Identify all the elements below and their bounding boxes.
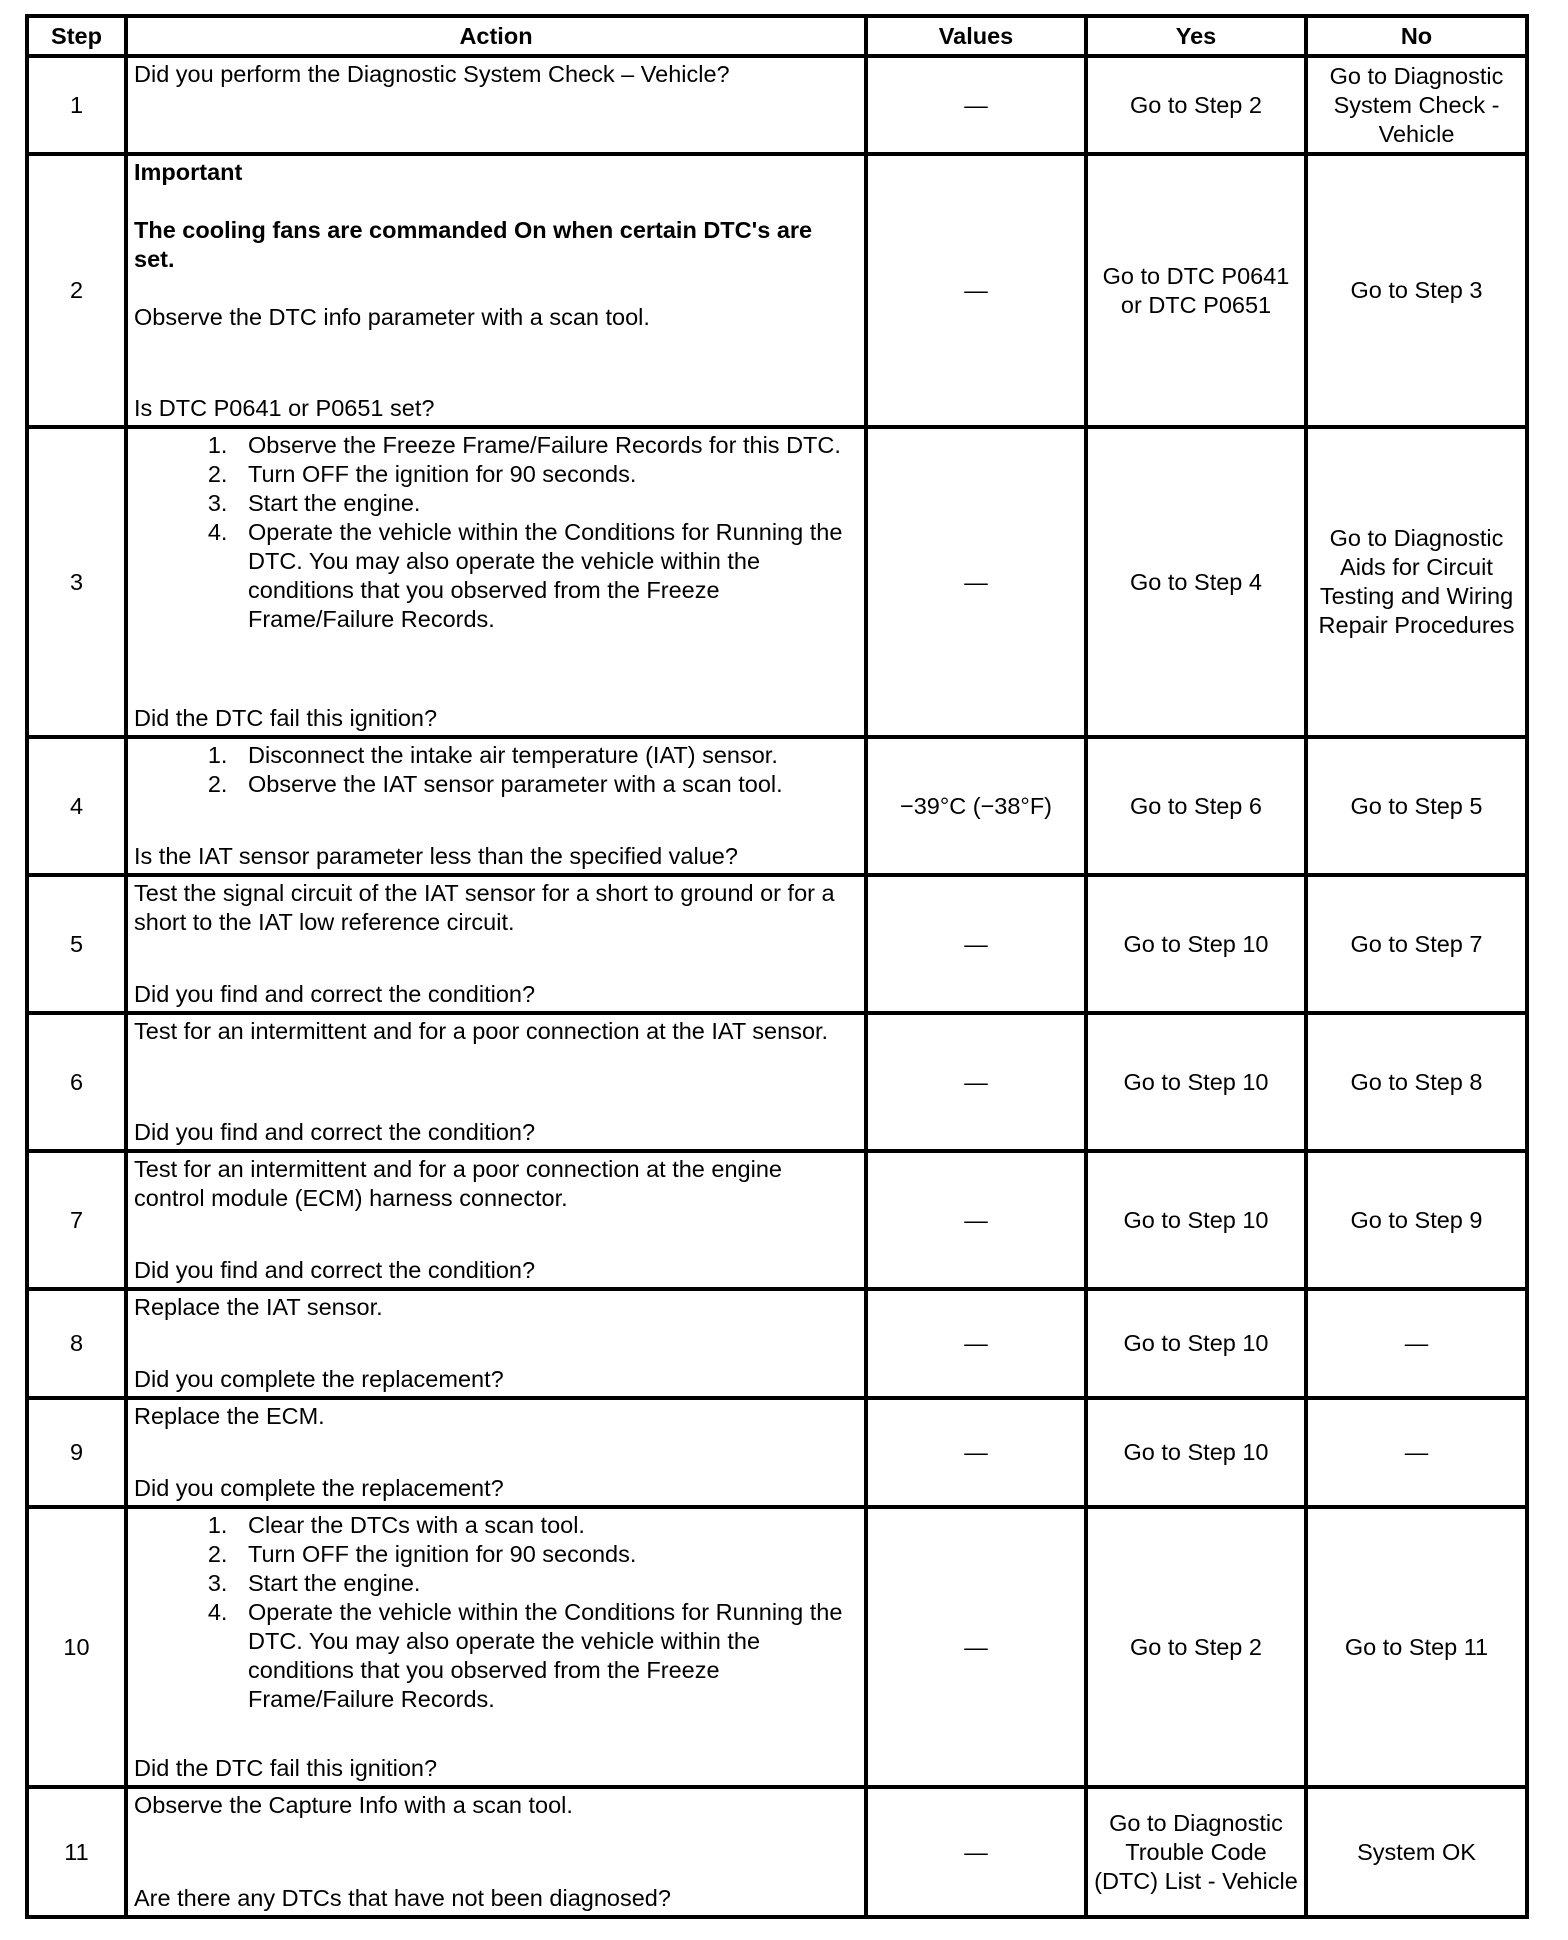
- table-row: [27, 1507, 1527, 1787]
- table-row: [27, 1151, 1527, 1289]
- action-text: Observe the Capture Info with a scan tool.: [134, 1792, 573, 1818]
- yes-cell: Go to Step 10: [1086, 875, 1306, 1013]
- action-text: Test for an intermittent and for a poor connection at the engine control module (ECM) harness connector.: [134, 1156, 782, 1211]
- list-item: 4. Operate the vehicle within the Conditions for Running the DTC. You may also operate the vehicle within the conditions that you observed from the Freeze Frame/Failure Records.: [234, 518, 858, 634]
- list-item: 3. Start the engine.: [234, 1569, 858, 1598]
- yes-cell: Go to DTC P0641 or DTC P0651: [1086, 154, 1306, 427]
- header-yes: Yes: [1086, 16, 1306, 56]
- step-number: 9: [27, 1398, 126, 1507]
- table-row: [27, 1013, 1527, 1151]
- list-item: 2. Turn OFF the ignition for 90 seconds.: [234, 460, 858, 489]
- action-cell: [126, 154, 866, 427]
- action-question: Are there any DTCs that have not been diagnosed?: [134, 1885, 671, 1911]
- table-row: [27, 154, 1527, 427]
- values-cell: —: [866, 1151, 1086, 1289]
- no-cell: Go to Step 8: [1306, 1013, 1527, 1151]
- values-cell: —: [866, 56, 1086, 154]
- action-question: Is the IAT sensor parameter less than the specified value?: [134, 843, 738, 869]
- action-text: Test for an intermittent and for a poor connection at the IAT sensor.: [134, 1018, 829, 1044]
- action-text: Test the signal circuit of the IAT sensor for a short to ground or for a short to the IAT low reference circuit.: [134, 880, 835, 935]
- action-steps-list: [134, 431, 858, 634]
- step-number: 1: [27, 56, 126, 154]
- table-row: [27, 56, 1527, 154]
- action-cell: [126, 427, 866, 737]
- values-cell: —: [866, 1398, 1086, 1507]
- list-item: 2. Turn OFF the ignition for 90 seconds.: [234, 1540, 858, 1569]
- yes-cell: Go to Step 4: [1086, 427, 1306, 737]
- header-values: Values: [866, 16, 1086, 56]
- values-cell: —: [866, 1507, 1086, 1787]
- yes-cell: Go to Step 6: [1086, 737, 1306, 875]
- action-question: Did you complete the replacement?: [134, 1475, 504, 1501]
- no-cell: Go to Step 3: [1306, 154, 1527, 427]
- step-number: 7: [27, 1151, 126, 1289]
- list-item: 1. Disconnect the intake air temperature (IAT) sensor.: [234, 741, 858, 770]
- action-cell: [126, 875, 866, 1013]
- important-note: The cooling fans are commanded On when certain DTC's are set.: [134, 217, 813, 272]
- header-step: Step: [27, 16, 126, 56]
- action-question: Did you find and correct the condition?: [134, 1257, 536, 1283]
- table-row: [27, 427, 1527, 737]
- action-question: Did the DTC fail this ignition?: [134, 705, 438, 731]
- action-steps-list: [134, 1511, 858, 1714]
- no-cell: Go to Step 7: [1306, 875, 1527, 1013]
- values-cell: —: [866, 875, 1086, 1013]
- list-item: 3. Start the engine.: [234, 489, 858, 518]
- step-number: 11: [27, 1787, 126, 1917]
- important-heading: Important: [134, 159, 243, 185]
- values-cell: —: [866, 1289, 1086, 1398]
- action-question: Is DTC P0641 or P0651 set?: [134, 395, 435, 421]
- step-number: 5: [27, 875, 126, 1013]
- yes-cell: Go to Step 10: [1086, 1289, 1306, 1398]
- step-number: 3: [27, 427, 126, 737]
- action-text: Did you perform the Diagnostic System Check – Vehicle?: [134, 61, 730, 87]
- yes-cell: Go to Step 10: [1086, 1151, 1306, 1289]
- table-row: [27, 875, 1527, 1013]
- list-item: 2. Observe the IAT sensor parameter with a scan tool.: [234, 770, 858, 799]
- step-number: 10: [27, 1507, 126, 1787]
- step-number: 4: [27, 737, 126, 875]
- action-cell: [126, 1787, 866, 1917]
- table-row: [27, 1787, 1527, 1917]
- action-question: Did you complete the replacement?: [134, 1366, 504, 1392]
- yes-cell: Go to Step 10: [1086, 1398, 1306, 1507]
- yes-cell: Go to Step 10: [1086, 1013, 1306, 1151]
- action-steps-list: [134, 741, 858, 799]
- no-cell: Go to Diagnostic System Check - Vehicle: [1306, 56, 1527, 154]
- action-text: Replace the ECM.: [134, 1403, 325, 1429]
- header-action: Action: [126, 16, 866, 56]
- action-cell: [126, 1398, 866, 1507]
- yes-cell: Go to Diagnostic Trouble Code (DTC) List - Vehicle: [1086, 1787, 1306, 1917]
- table-row: [27, 737, 1527, 875]
- values-cell: —: [866, 1013, 1086, 1151]
- no-cell: —: [1306, 1398, 1527, 1507]
- action-cell: [126, 737, 866, 875]
- values-cell: —: [866, 154, 1086, 427]
- values-cell: —: [866, 1787, 1086, 1917]
- action-cell: [126, 1013, 866, 1151]
- header-no: No: [1306, 16, 1527, 56]
- values-cell: −39°C (−38°F): [866, 737, 1086, 875]
- step-number: 6: [27, 1013, 126, 1151]
- action-question: Did you find and correct the condition?: [134, 1119, 536, 1145]
- values-cell: —: [866, 427, 1086, 737]
- diagnostic-table: [25, 14, 1529, 1919]
- no-cell: Go to Step 11: [1306, 1507, 1527, 1787]
- action-cell: [126, 1507, 866, 1787]
- action-cell: [126, 56, 866, 154]
- action-question: Did the DTC fail this ignition?: [134, 1755, 438, 1781]
- list-item: 1. Clear the DTCs with a scan tool.: [234, 1511, 858, 1540]
- yes-cell: Go to Step 2: [1086, 56, 1306, 154]
- list-item: 1. Observe the Freeze Frame/Failure Records for this DTC.: [234, 431, 858, 460]
- step-number: 2: [27, 154, 126, 427]
- no-cell: System OK: [1306, 1787, 1527, 1917]
- action-cell: [126, 1151, 866, 1289]
- no-cell: Go to Step 9: [1306, 1151, 1527, 1289]
- yes-cell: Go to Step 2: [1086, 1507, 1306, 1787]
- no-cell: Go to Diagnostic Aids for Circuit Testing and Wiring Repair Procedures: [1306, 427, 1527, 737]
- step-number: 8: [27, 1289, 126, 1398]
- header-row: [27, 16, 1527, 56]
- list-item: 4. Operate the vehicle within the Conditions for Running the DTC. You may also operate the vehicle within the conditions that you observed from the Freeze Frame/Failure Records.: [234, 1598, 858, 1714]
- action-question: Did you find and correct the condition?: [134, 981, 536, 1007]
- no-cell: Go to Step 5: [1306, 737, 1527, 875]
- table-row: [27, 1289, 1527, 1398]
- no-cell: —: [1306, 1289, 1527, 1398]
- table-row: [27, 1398, 1527, 1507]
- action-text: Observe the DTC info parameter with a scan tool.: [134, 304, 650, 330]
- action-cell: [126, 1289, 866, 1398]
- action-text: Replace the IAT sensor.: [134, 1294, 383, 1320]
